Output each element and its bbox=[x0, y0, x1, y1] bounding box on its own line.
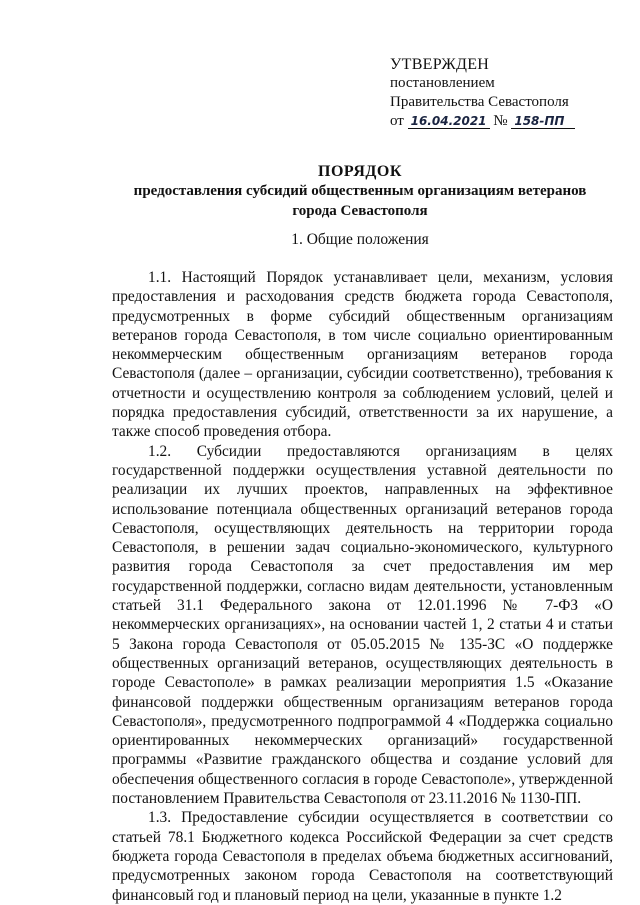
approval-line-resolution: постановлением bbox=[390, 75, 495, 91]
document-subtitle bbox=[100, 181, 620, 221]
paragraph-1-2: 1.2. Субсидии предоставляются организациям в целях государственной поддержки осуществления уставной деятельности по реализации их лучших проектов, направленных на эффективное использование потенциала общественных организаций ветеранов города Севастополя, осуществляющих деятельность на территории города Севастополя, в решении задач социально-экономического, культурного развития города Севастополя за счет предоставления им мер государственной поддержки, согласно видам деятельности, установленным статьей 31.1 Федерального закона от 12.01.1996 № 7-ФЗ «О некоммерческих организациях», на основании частей 1, 2 статьи 4 и статьи 5 Закона города Севастополя от 05.05.2015 № 135-ЗС «О поддержке общественных организаций ветеранов, осуществляющих деятельность в городе Севастополе» в рамках реализации мероприятия 1.5 «Оказание финансовой поддержки общественным организациям ветеранов города Севастополя», предусмотренного подпрограммой 4 «Поддержка социально ориентированных некоммерческих организаций» государственной программы «Развитие гражданского общества и создание условий для обеспечения общественного согласия в городе Севастополе», утвержденной постановлением Правительства Севастополя от 23.11.2016 № 1130-ПП. bbox=[112, 442, 613, 808]
subtitle-line-1: предоставления субсидий общественным организациям ветеранов bbox=[133, 183, 587, 199]
document-body bbox=[112, 268, 613, 905]
handwritten-number: 158-ПП bbox=[511, 114, 575, 129]
date-prefix: от bbox=[390, 113, 404, 129]
number-sign: № bbox=[493, 113, 508, 129]
approval-line-government: Правительства Севастополя bbox=[390, 94, 569, 110]
approval-date-line bbox=[390, 112, 575, 131]
paragraph-1-1: 1.1. Настоящий Порядок устанавливает цели, механизм, условия предоставления и расходования средств бюджета города Севастополя, предусмотренных в форме субсидий общественным организациям ветеранов города Севастополя, в том числе социально ориентированным некоммерческим общественным организациям ветеранов города Севастополя (далее – организации, субсидии соответственно), требования к отчетности и осуществлению контроля за соблюдением условий, целей и порядка предоставления субсидий, ответственности за их нарушение, а также способ проведения отбора. bbox=[112, 269, 613, 441]
document-title: ПОРЯДОК bbox=[318, 163, 402, 180]
section-heading: 1. Общие положения bbox=[291, 231, 429, 248]
approval-stamp bbox=[390, 55, 575, 131]
subtitle-line-2: города Севастополя bbox=[292, 203, 428, 219]
handwritten-date: 16.04.2021 bbox=[408, 114, 490, 129]
approval-heading: УТВЕРЖДЕН bbox=[390, 56, 490, 73]
paragraph-1-3: 1.3. Предоставление субсидии осуществляется в соответствии со статьей 78.1 Бюджетного кодекса Российской Федерации за счет средств бюджета города Севастополя в пределах объема бюджетных ассигнований, предусмотренных законом города Севастополя на соответствующий финансовый год и плановый период на цели, указанные в пункте 1.2 bbox=[112, 809, 613, 904]
